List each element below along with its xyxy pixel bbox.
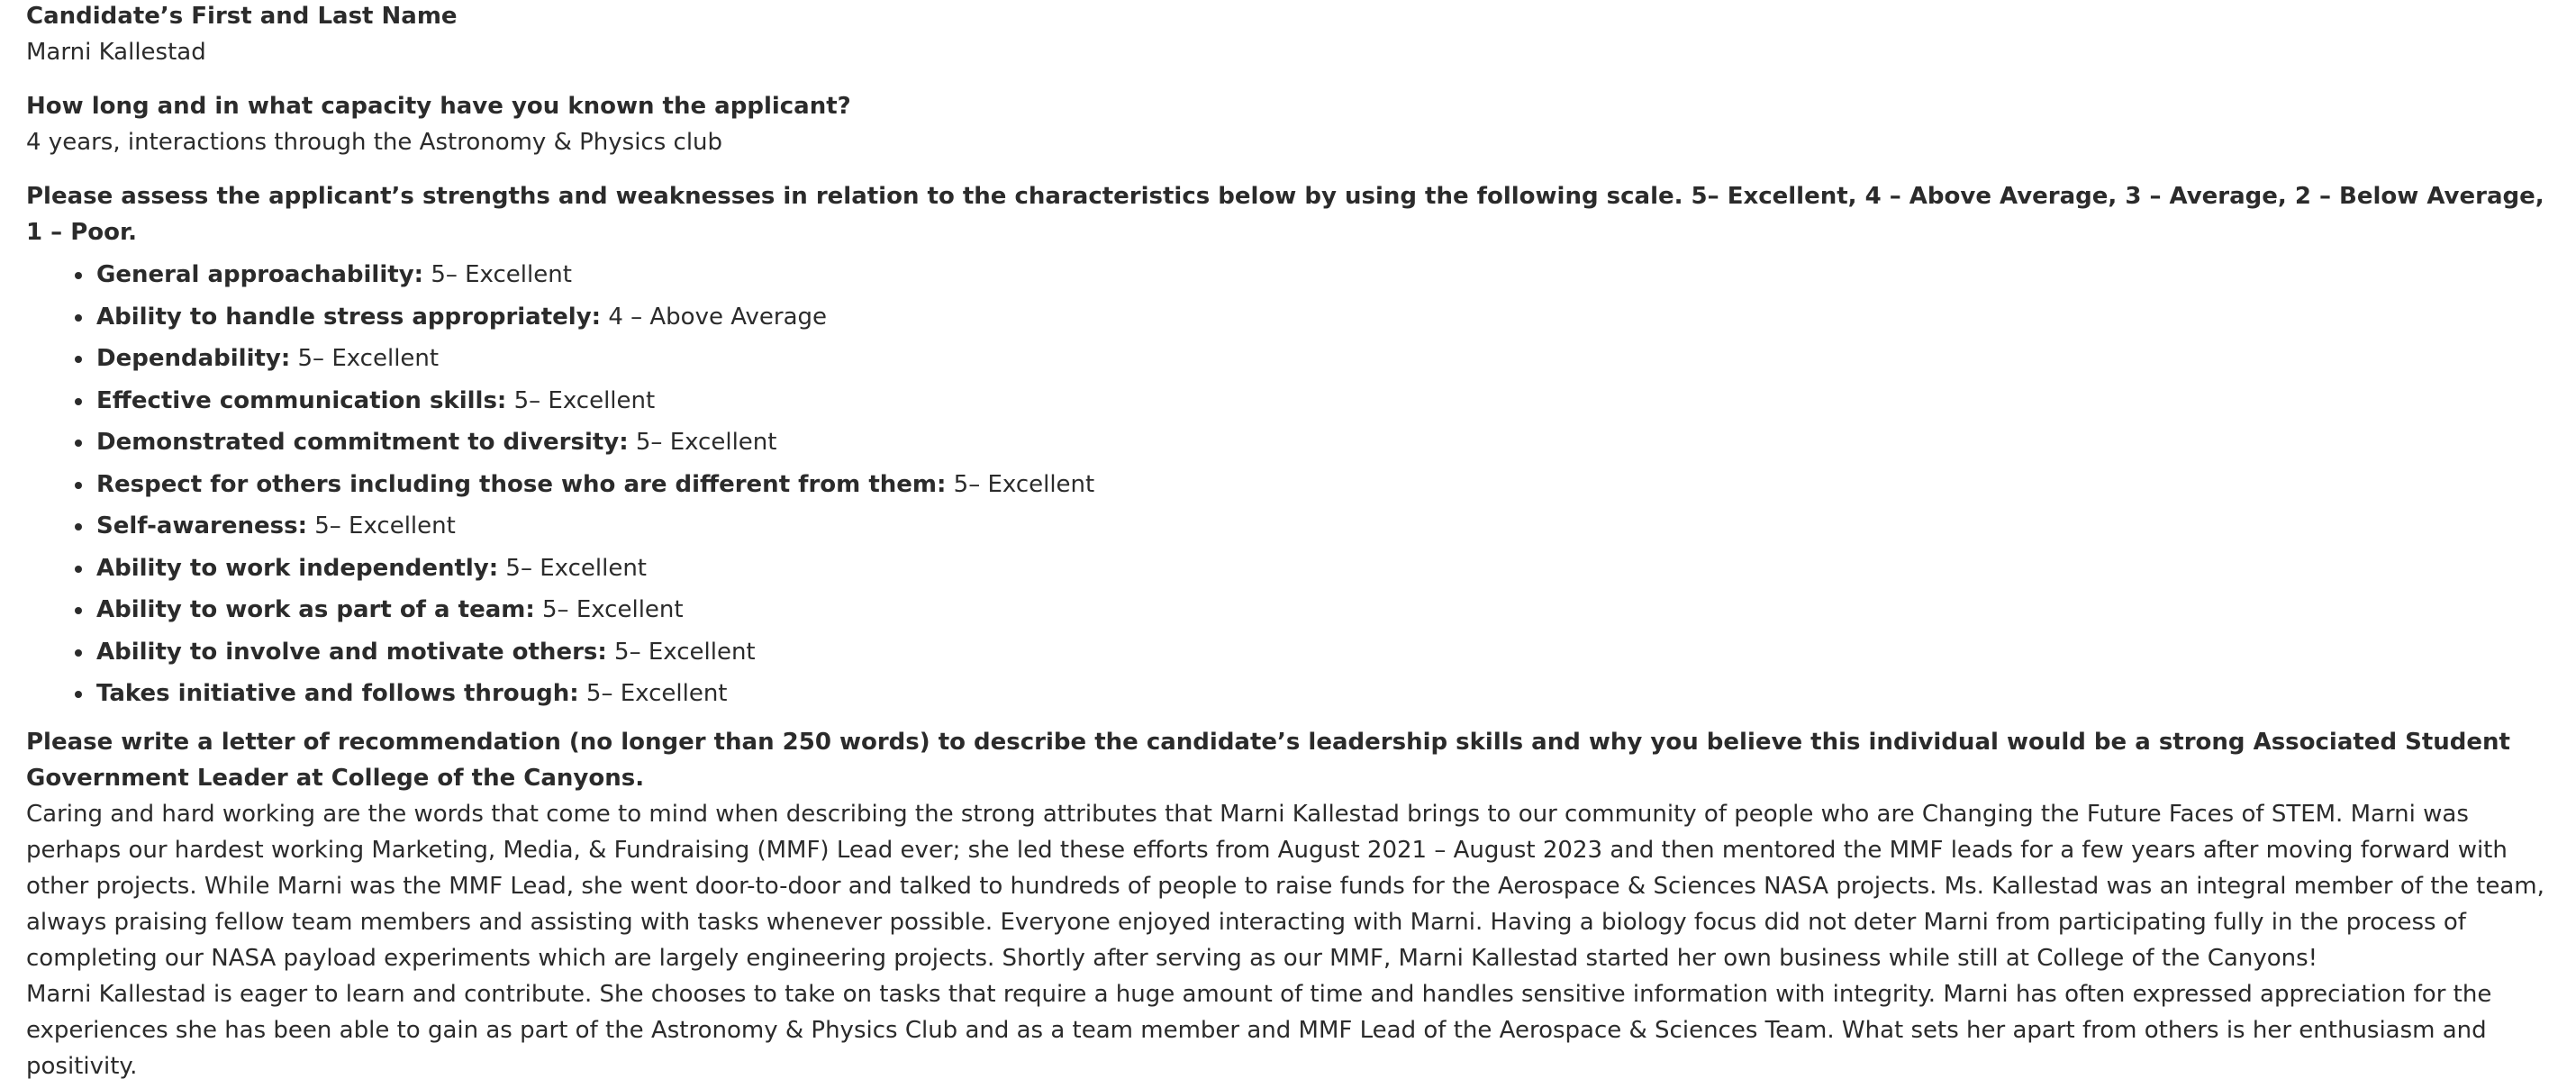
rating-label: Ability to work independently: <box>96 554 499 582</box>
rating-label: Ability to involve and motivate others: <box>96 638 607 666</box>
rating-item <box>96 505 2550 548</box>
rating-label: General approachability: <box>96 261 424 288</box>
known-applicant-value: 4 years, interactions through the Astronomy & Physics club <box>26 129 723 156</box>
rating-label: Respect for others including those who are different from them: <box>96 470 947 498</box>
rating-value: 5– Excellent <box>614 638 756 666</box>
rating-value: 4 – Above Average <box>608 303 827 331</box>
ratings-list <box>26 254 2550 715</box>
rating-value: 5– Excellent <box>513 386 656 414</box>
letter-paragraph: Caring and hard working are the words that come to mind when describing the strong attributes that Marni Kallestad brings to our community of people who are Changing the Future Faces of STEM. Marni was perhaps our hardest working Marketing, Media, & Fundraising (MMF) Lead ever; she led these efforts from August 2021 – August 2023 and then mentored the MMF leads for a few years after moving forward with other projects. While Marni was the MMF Lead, she went door-to-door and talked to hundreds of people to raise funds for the Aerospace & Sciences NASA projects. Ms. Kallestad was an integral member of the team, always praising fellow team members and assisting with tasks whenever possible. Everyone enjoyed interacting with Marni. Having a biology focus did not deter Marni from participating fully in the process of completing our NASA payload experiments which are largely engineering projects. Shortly after serving as our MMF, Marni Kallestad started her own business while still at College of the Canyons! <box>26 800 2544 972</box>
rating-item <box>96 338 2550 380</box>
letter-prompt-label: Please write a letter of recommendation (no longer than 250 words) to describe the candidate’s leadership skills and why you believe this individual would be a strong Associated Student Government Leader at College of the Canyons. <box>26 728 2510 792</box>
rating-value: 5– Excellent <box>431 261 572 288</box>
rating-item <box>96 589 2550 631</box>
assessment-section <box>26 178 2550 715</box>
rating-value: 5– Excellent <box>585 680 728 707</box>
rating-label: Dependability: <box>96 345 291 372</box>
rating-label: Ability to handle stress appropriately: <box>96 303 602 331</box>
rating-label: Ability to work as part of a team: <box>96 596 535 623</box>
candidate-name-section <box>26 0 2550 70</box>
rating-value: 5– Excellent <box>505 554 647 582</box>
known-applicant-section <box>26 88 2550 160</box>
candidate-name-value: Marni Kallestad <box>26 39 206 66</box>
rating-item <box>96 673 2550 715</box>
rating-label: Demonstrated commitment to diversity: <box>96 429 629 456</box>
letter-paragraph: Marni Kallestad is eager to learn and contribute. She chooses to take on tasks that require a huge amount of time and handles sensitive information with integrity. Marni has often expressed appreciation for the experiences she has been able to gain as part of the Astronomy & Physics Club and as a team member and MMF Lead of the Aerospace & Sciences Team. What sets her apart from others is her enthusiasm and positivity. <box>26 980 2492 1080</box>
rating-value: 5– Excellent <box>314 512 456 539</box>
rating-item <box>96 422 2550 464</box>
rating-item <box>96 380 2550 422</box>
rating-label: Takes initiative and follows through: <box>96 680 579 707</box>
rating-value: 5– Excellent <box>953 470 1095 498</box>
rating-value: 5– Excellent <box>542 596 684 623</box>
rating-item <box>96 548 2550 590</box>
rating-item <box>96 254 2550 296</box>
rating-item <box>96 296 2550 339</box>
recommendation-letter-section <box>26 724 2550 1084</box>
rating-label: Effective communication skills: <box>96 386 507 414</box>
rating-item <box>96 631 2550 674</box>
candidate-name-label: Candidate’s First and Last Name <box>26 3 458 30</box>
rating-value: 5– Excellent <box>297 345 440 372</box>
rating-label: Self-awareness: <box>96 512 307 539</box>
assessment-scale-label: Please assess the applicant’s strengths and weaknesses in relation to the characteristics below by using the following scale. 5– Excellent, 4 – Above Average, 3 – Average, 2 – Below Average, 1 – Poor. <box>26 183 2544 246</box>
rating-item <box>96 464 2550 506</box>
known-applicant-label: How long and in what capacity have you known the applicant? <box>26 93 851 120</box>
rating-value: 5– Excellent <box>635 429 777 456</box>
